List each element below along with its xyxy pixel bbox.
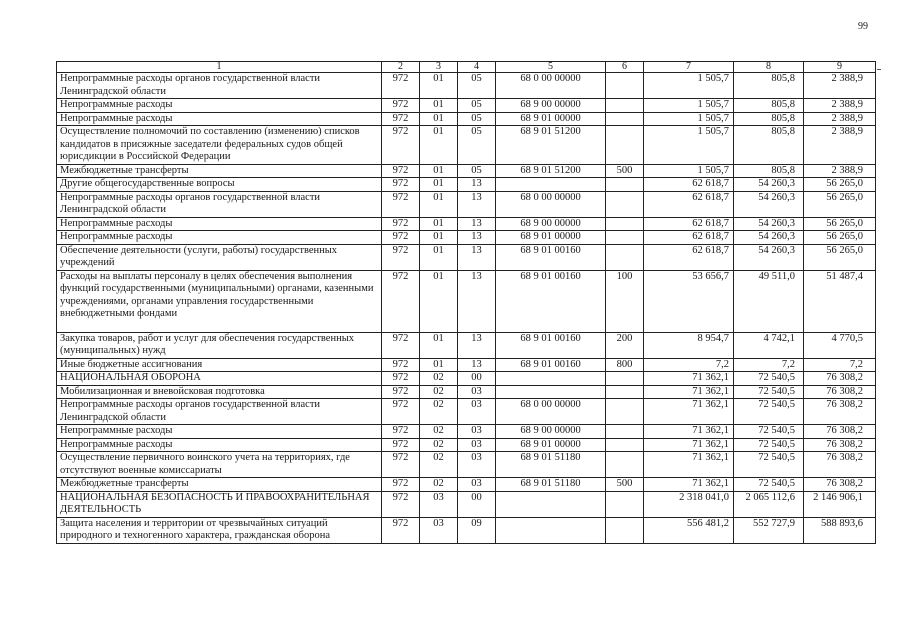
ved-code: 972 [382,231,420,245]
target-article-code: 68 9 00 00000 [496,425,606,439]
amount-col-9: 4 770,5 [804,332,876,358]
ved-code: 972 [382,178,420,192]
table-row [57,217,876,231]
target-article-code [496,372,606,386]
section-code: 02 [420,438,458,452]
table-row [57,358,876,372]
table-row [57,270,876,332]
target-article-code [496,491,606,517]
column-number-1: 1 [57,62,382,73]
subsection-code: 13 [458,231,496,245]
table-row [57,517,876,543]
target-article-code: 68 0 00 00000 [496,399,606,425]
column-number-5: 5 [496,62,606,73]
section-code: 01 [420,217,458,231]
amount-col-7: 1 505,7 [644,112,734,126]
row-name: Непрограммные расходы органов государственной власти Ленинградской области [57,191,382,217]
expense-type-code [606,244,644,270]
expense-type-code: 500 [606,478,644,492]
section-code: 02 [420,399,458,425]
table-row [57,244,876,270]
target-article-code: 68 9 00 00000 [496,99,606,113]
amount-col-8: 54 260,3 [734,244,804,270]
amount-col-8: 72 540,5 [734,478,804,492]
ved-code: 972 [382,385,420,399]
amount-col-9: 76 308,2 [804,478,876,492]
subsection-code: 05 [458,164,496,178]
subsection-code: 13 [458,332,496,358]
target-article-code: 68 0 00 00000 [496,191,606,217]
expense-type-code [606,399,644,425]
expense-type-code: 500 [606,164,644,178]
row-name: Другие общегосударственные вопросы [57,178,382,192]
amount-col-9: 76 308,2 [804,425,876,439]
subsection-code: 03 [458,385,496,399]
target-article-code: 68 9 01 51200 [496,126,606,165]
subsection-code: 03 [458,399,496,425]
amount-col-8: 54 260,3 [734,231,804,245]
amount-col-9: 2 146 906,1 [804,491,876,517]
amount-col-7: 1 505,7 [644,164,734,178]
subsection-code: 03 [458,452,496,478]
amount-col-7: 71 362,1 [644,452,734,478]
amount-col-8: 72 540,5 [734,438,804,452]
subsection-code: 09 [458,517,496,543]
section-code: 01 [420,191,458,217]
table-row [57,99,876,113]
section-code: 01 [420,244,458,270]
subsection-code: 03 [458,478,496,492]
ved-code: 972 [382,217,420,231]
amount-col-9: 76 308,2 [804,438,876,452]
scan-mark [877,69,881,70]
ved-code: 972 [382,73,420,99]
expense-type-code [606,385,644,399]
ved-code: 972 [382,425,420,439]
target-article-code: 68 9 01 00160 [496,244,606,270]
amount-col-9: 2 388,9 [804,164,876,178]
target-article-code: 68 0 00 00000 [496,73,606,99]
section-code: 01 [420,231,458,245]
table-row [57,231,876,245]
ved-code: 972 [382,164,420,178]
amount-col-8: 552 727,9 [734,517,804,543]
amount-col-9: 51 487,4 [804,270,876,332]
amount-col-7: 8 954,7 [644,332,734,358]
section-code: 03 [420,491,458,517]
table-row [57,372,876,386]
table-row [57,332,876,358]
subsection-code: 00 [458,372,496,386]
amount-col-7: 71 362,1 [644,385,734,399]
target-article-code: 68 9 01 00160 [496,332,606,358]
subsection-code: 13 [458,178,496,192]
amount-col-9: 2 388,9 [804,112,876,126]
table-row [57,425,876,439]
subsection-code: 03 [458,425,496,439]
amount-col-7: 7,2 [644,358,734,372]
target-article-code [496,385,606,399]
amount-col-9: 56 265,0 [804,178,876,192]
amount-col-9: 56 265,0 [804,217,876,231]
row-name: Непрограммные расходы органов государственной власти Ленинградской области [57,399,382,425]
section-code: 01 [420,126,458,165]
row-name: Осуществление первичного воинского учета на территориях, где отсутствуют военные комиссариаты [57,452,382,478]
target-article-code: 68 9 01 51180 [496,452,606,478]
row-name: Непрограммные расходы [57,112,382,126]
target-article-code [496,517,606,543]
target-article-code [496,178,606,192]
section-code: 02 [420,452,458,478]
column-number-6: 6 [606,62,644,73]
row-name: Непрограммные расходы органов государственной власти Ленинградской области [57,73,382,99]
section-code: 01 [420,73,458,99]
row-name: Непрограммные расходы [57,99,382,113]
section-code: 02 [420,385,458,399]
column-number-9: 9 [804,62,876,73]
amount-col-9: 7,2 [804,358,876,372]
amount-col-7: 53 656,7 [644,270,734,332]
amount-col-7: 2 318 041,0 [644,491,734,517]
expense-type-code [606,425,644,439]
ved-code: 972 [382,491,420,517]
table-body [57,73,876,544]
expense-type-code [606,372,644,386]
target-article-code: 68 9 01 00160 [496,358,606,372]
section-code: 01 [420,270,458,332]
column-number-7: 7 [644,62,734,73]
column-number-4: 4 [458,62,496,73]
section-code: 02 [420,478,458,492]
expense-type-code [606,99,644,113]
target-article-code: 68 9 01 51200 [496,164,606,178]
amount-col-8: 49 511,0 [734,270,804,332]
expense-type-code [606,438,644,452]
expense-type-code [606,517,644,543]
ved-code: 972 [382,452,420,478]
page-number: 99 [858,21,868,32]
amount-col-8: 7,2 [734,358,804,372]
table-row [57,438,876,452]
subsection-code: 03 [458,438,496,452]
ved-code: 972 [382,191,420,217]
target-article-code: 68 9 01 00000 [496,112,606,126]
target-article-code: 68 9 01 00160 [496,270,606,332]
section-code: 01 [420,99,458,113]
amount-col-9: 76 308,2 [804,372,876,386]
amount-col-7: 1 505,7 [644,73,734,99]
target-article-code: 68 9 01 00000 [496,438,606,452]
table-row [57,399,876,425]
subsection-code: 13 [458,244,496,270]
amount-col-7: 71 362,1 [644,425,734,439]
column-number-3: 3 [420,62,458,73]
subsection-code: 13 [458,270,496,332]
table-row [57,112,876,126]
amount-col-8: 805,8 [734,73,804,99]
row-name: Иные бюджетные ассигнования [57,358,382,372]
amount-col-9: 2 388,9 [804,99,876,113]
amount-col-7: 71 362,1 [644,372,734,386]
subsection-code: 05 [458,112,496,126]
amount-col-8: 805,8 [734,126,804,165]
table-row [57,385,876,399]
section-code: 02 [420,425,458,439]
section-code: 01 [420,332,458,358]
amount-col-7: 71 362,1 [644,478,734,492]
expense-type-code [606,231,644,245]
amount-col-7: 71 362,1 [644,399,734,425]
row-name: НАЦИОНАЛЬНАЯ БЕЗОПАСНОСТЬ И ПРАВООХРАНИТЕЛЬНАЯ ДЕЯТЕЛЬНОСТЬ [57,491,382,517]
budget-table [56,61,876,544]
row-name: Осуществление полномочий по составлению (изменению) списков кандидатов в присяжные заседатели федеральных судов общей юрисдикции в Российской Федерации [57,126,382,165]
ved-code: 972 [382,399,420,425]
row-name: НАЦИОНАЛЬНАЯ ОБОРОНА [57,372,382,386]
amount-col-8: 72 540,5 [734,452,804,478]
amount-col-9: 56 265,0 [804,244,876,270]
amount-col-7: 71 362,1 [644,438,734,452]
subsection-code: 05 [458,73,496,99]
amount-col-9: 2 388,9 [804,126,876,165]
ved-code: 972 [382,99,420,113]
row-name: Мобилизационная и вневойсковая подготовка [57,385,382,399]
table-row [57,478,876,492]
amount-col-9: 588 893,6 [804,517,876,543]
subsection-code: 00 [458,491,496,517]
table-row [57,491,876,517]
amount-col-7: 62 618,7 [644,178,734,192]
amount-col-7: 62 618,7 [644,217,734,231]
expense-type-code [606,491,644,517]
row-name: Межбюджетные трансферты [57,164,382,178]
amount-col-8: 805,8 [734,164,804,178]
section-code: 01 [420,112,458,126]
amount-col-9: 56 265,0 [804,231,876,245]
row-name: Непрограммные расходы [57,231,382,245]
ved-code: 972 [382,478,420,492]
section-code: 01 [420,358,458,372]
row-name: Обеспечение деятельности (услуги, работы) государственных учреждений [57,244,382,270]
amount-col-8: 2 065 112,6 [734,491,804,517]
amount-col-9: 2 388,9 [804,73,876,99]
subsection-code: 05 [458,99,496,113]
section-code: 02 [420,372,458,386]
expense-type-code: 200 [606,332,644,358]
amount-col-8: 72 540,5 [734,425,804,439]
amount-col-9: 76 308,2 [804,399,876,425]
amount-col-9: 56 265,0 [804,191,876,217]
column-number-8: 8 [734,62,804,73]
amount-col-7: 62 618,7 [644,231,734,245]
table-row [57,191,876,217]
amount-col-7: 1 505,7 [644,126,734,165]
expense-type-code: 100 [606,270,644,332]
row-name: Непрограммные расходы [57,217,382,231]
table-row [57,73,876,99]
expense-type-code [606,73,644,99]
amount-col-8: 72 540,5 [734,399,804,425]
ved-code: 972 [382,517,420,543]
expense-type-code [606,452,644,478]
expense-type-code [606,178,644,192]
amount-col-9: 76 308,2 [804,452,876,478]
section-code: 03 [420,517,458,543]
amount-col-8: 4 742,1 [734,332,804,358]
ved-code: 972 [382,126,420,165]
amount-col-8: 54 260,3 [734,178,804,192]
amount-col-7: 1 505,7 [644,99,734,113]
amount-col-8: 54 260,3 [734,217,804,231]
row-name: Закупка товаров, работ и услуг для обеспечения государственных (муниципальных) нужд [57,332,382,358]
subsection-code: 13 [458,358,496,372]
ved-code: 972 [382,372,420,386]
ved-code: 972 [382,270,420,332]
amount-col-7: 62 618,7 [644,191,734,217]
subsection-code: 13 [458,191,496,217]
column-number-2: 2 [382,62,420,73]
amount-col-8: 54 260,3 [734,191,804,217]
expense-type-code [606,126,644,165]
table-row [57,126,876,165]
target-article-code: 68 9 01 51180 [496,478,606,492]
row-name: Расходы на выплаты персоналу в целях обеспечения выполнения функций государственными (муниципальными) органами, казенными учреждениями, органами управления государственными внебюджетными фондами [57,270,382,332]
amount-col-9: 76 308,2 [804,385,876,399]
ved-code: 972 [382,438,420,452]
row-name: Непрограммные расходы [57,425,382,439]
amount-col-8: 805,8 [734,112,804,126]
table-row [57,452,876,478]
section-code: 01 [420,164,458,178]
column-number-row [57,62,876,73]
amount-col-8: 72 540,5 [734,385,804,399]
row-name: Непрограммные расходы [57,438,382,452]
amount-col-8: 72 540,5 [734,372,804,386]
row-name: Защита населения и территории от чрезвычайных ситуаций природного и техногенного характера, гражданская оборона [57,517,382,543]
expense-type-code [606,217,644,231]
target-article-code: 68 9 00 00000 [496,217,606,231]
ved-code: 972 [382,358,420,372]
expense-type-code: 800 [606,358,644,372]
amount-col-7: 62 618,7 [644,244,734,270]
expense-type-code [606,191,644,217]
subsection-code: 05 [458,126,496,165]
row-name: Межбюджетные трансферты [57,478,382,492]
expense-type-code [606,112,644,126]
subsection-code: 13 [458,217,496,231]
section-code: 01 [420,178,458,192]
amount-col-8: 805,8 [734,99,804,113]
ved-code: 972 [382,112,420,126]
table-row [57,164,876,178]
target-article-code: 68 9 01 00000 [496,231,606,245]
ved-code: 972 [382,332,420,358]
amount-col-7: 556 481,2 [644,517,734,543]
ved-code: 972 [382,244,420,270]
table-row [57,178,876,192]
